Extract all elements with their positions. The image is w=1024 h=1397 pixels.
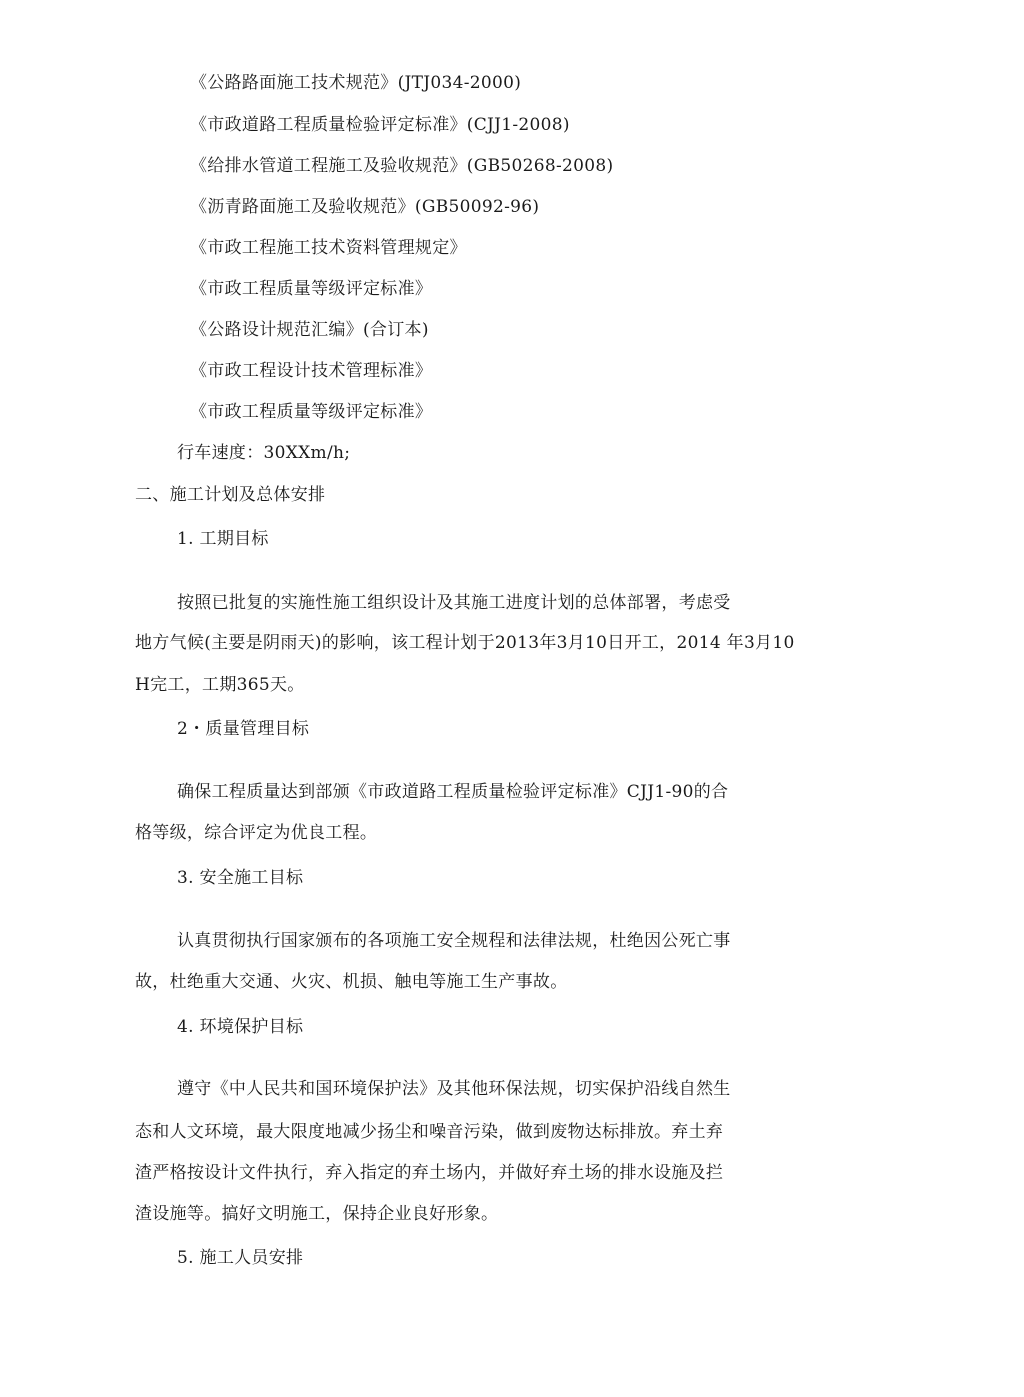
standard-item: 《市政道路工程质量检验评定标准》(CJJ1-2008) <box>190 115 570 135</box>
paragraph-line: 地方气候(主要是阴雨天)的影响，该工程计划于2013年3月10日开工，2014 年3月10 <box>135 633 795 653</box>
item-heading: 2・质量管理目标 <box>177 719 310 739</box>
speed-line: 行车速度：30XXm/h; <box>177 443 351 463</box>
item-heading: 4. 环境保护目标 <box>177 1017 304 1037</box>
paragraph-line: 遵守《中人民共和国环境保护法》及其他环保法规，切实保护沿线自然生 <box>177 1079 731 1099</box>
standard-item: 《市政工程质量等级评定标准》 <box>190 279 433 299</box>
standard-item: 《给排水管道工程施工及验收规范》(GB50268-2008) <box>190 156 614 176</box>
paragraph-line: 故，杜绝重大交通、火灾、机损、触电等施工生产事故。 <box>135 972 568 992</box>
standard-item: 《公路路面施工技术规范》(JTJ034-2000) <box>190 73 522 93</box>
standard-item: 《沥青路面施工及验收规范》(GB50092-96) <box>190 197 540 217</box>
paragraph-line: 态和人文环境，最大限度地减少扬尘和噪音污染，做到废物达标排放。弃土弃 <box>135 1122 724 1142</box>
paragraph-line: 渣设施等。搞好文明施工，保持企业良好形象。 <box>135 1204 499 1224</box>
paragraph-line: 按照已批复的实施性施工组织设计及其施工进度计划的总体部署，考虑受 <box>177 593 731 613</box>
standard-item: 《公路设计规范汇编》(合订本) <box>190 320 429 340</box>
section-title: 二、施工计划及总体安排 <box>135 485 326 505</box>
paragraph-line: 确保工程质量达到部颁《市政道路工程质量检验评定标准》CJJ1-90的合 <box>177 782 729 802</box>
item-heading: 5. 施工人员安排 <box>177 1248 304 1268</box>
item-heading: 3. 安全施工目标 <box>177 868 304 888</box>
item-heading: 1. 工期目标 <box>177 529 269 549</box>
paragraph-line: H完工，工期365天。 <box>135 675 305 695</box>
standard-item: 《市政工程质量等级评定标准》 <box>190 402 433 422</box>
standard-item: 《市政工程施工技术资料管理规定》 <box>190 238 467 258</box>
paragraph-line: 渣严格按设计文件执行，弃入指定的弃土场内，并做好弃土场的排水设施及拦 <box>135 1163 724 1183</box>
paragraph-line: 格等级，综合评定为优良工程。 <box>135 823 378 843</box>
standard-item: 《市政工程设计技术管理标准》 <box>190 361 433 381</box>
paragraph-line: 认真贯彻执行国家颁布的各项施工安全规程和法律法规，杜绝因公死亡事 <box>177 931 731 951</box>
